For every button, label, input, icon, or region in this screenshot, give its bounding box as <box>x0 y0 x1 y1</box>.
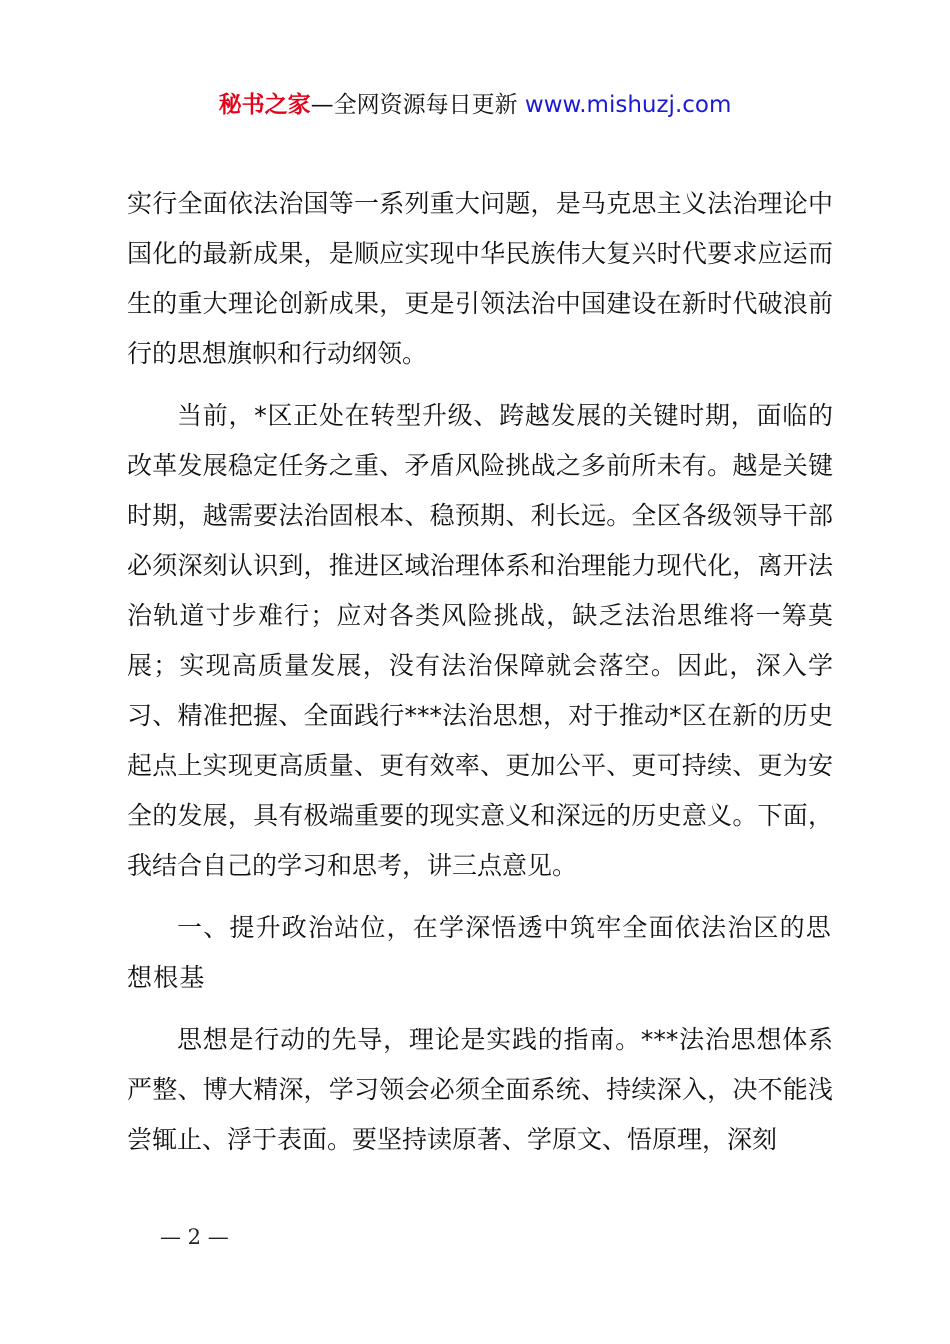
body-paragraph: 实行全面依法治国等一系列重大问题，是马克思主义法治理论中国化的最新成果，是顺应实现中华民族伟大复兴时代要求应运而生的重大理论创新成果，更是引领法治中国建设在新时代破浪前行的思想旗帜和行动纲领。 <box>127 189 833 368</box>
body-paragraph: 当前，*区正处在转型升级、跨越发展的关键时期，面临的改革发展稳定任务之重、矛盾风险挑战之多前所未有。越是关键时期，越需要法治固根本、稳预期、利长远。全区各级领导干部必须深刻认识到，推进区域治理体系和治理能力现代化，离开法治轨道寸步难行；应对各类风险挑战，缺乏法治思维将一筹莫展；实现高质量发展，没有法治保障就会落空。因此，深入学习、精准把握、全面践行***法治思想，对于推动*区在新的历史起点上实现更高质量、更有效率、更加公平、更可持续、更为安全的发展，具有极端重要的现实意义和深远的历史意义。下面，我结合自己的学习和思考，讲三点意见。 <box>127 401 833 880</box>
section-heading: 一、提升政治站位，在学深悟透中筑牢全面依法治区的思想根基 <box>127 913 833 992</box>
page-number: — 2 — <box>160 1225 229 1249</box>
header-tagline: —全网资源每日更新 <box>310 92 525 118</box>
page-header <box>0 88 950 122</box>
brand-name: 秘书之家 <box>218 92 311 118</box>
document-body <box>127 179 833 1177</box>
body-paragraph: 思想是行动的先导，理论是实践的指南。***法治思想体系严整、博大精深，学习领会必须全面系统、持续深入，决不能浅尝辄止、浮于表面。要坚持读原著、学原文、悟原理，深刻 <box>127 1025 833 1154</box>
site-url-link[interactable]: www.mishuzj.com <box>524 92 732 118</box>
